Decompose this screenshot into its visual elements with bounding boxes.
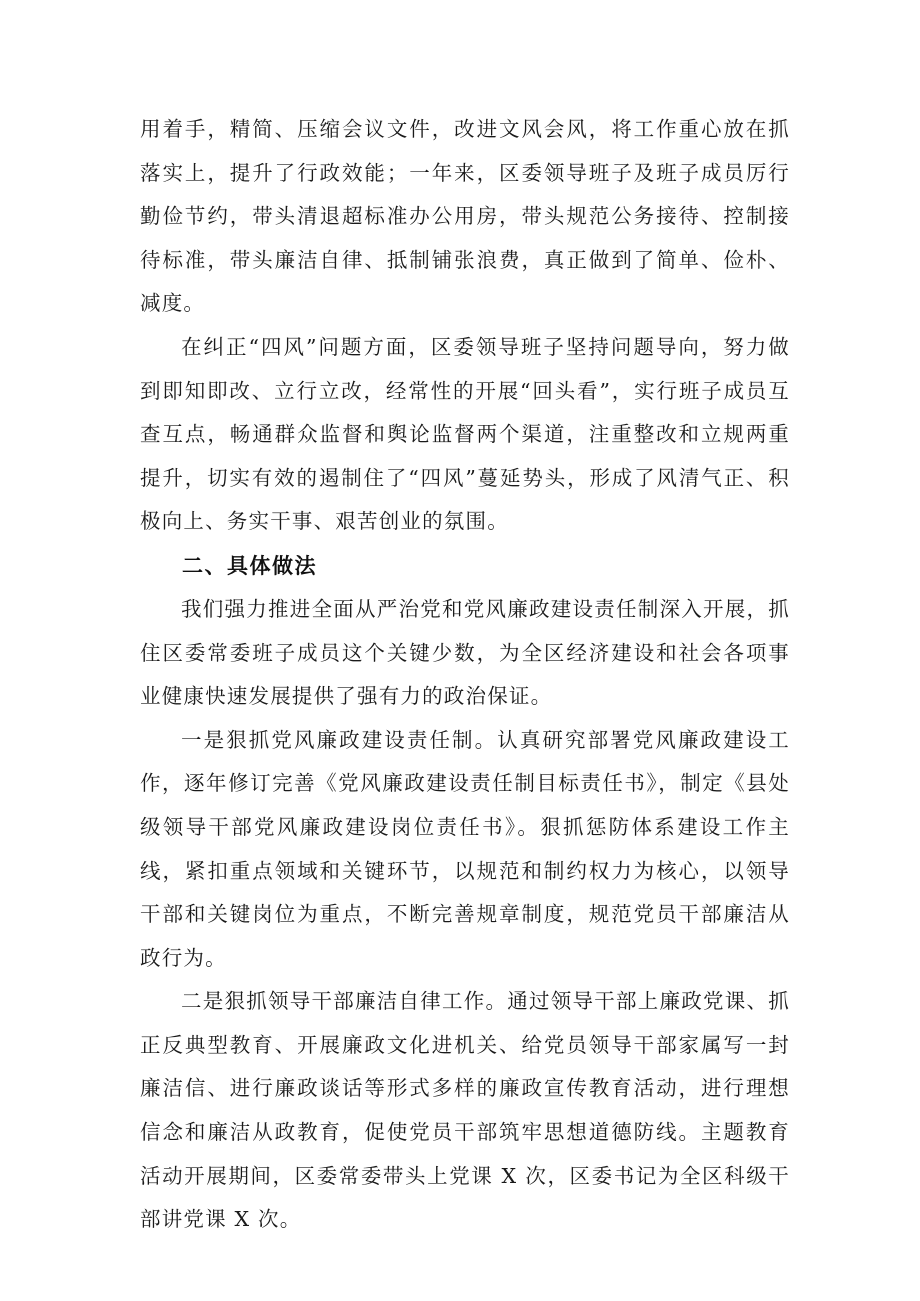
document-body xyxy=(140,108,790,1242)
paragraph-responsibility-system: 一是狠抓党风廉政建设责任制。认真研究部署党风廉政建设工作，逐年修订完善《党风廉政建设责任制目标责任书》，制定《县处级领导干部党风廉政建设岗位责任书》。狠抓惩防体系建设工作主线，紧扣重点领域和关键环节，以规范和制约权力为核心，以领导干部和关键岗位为重点，不断完善规章制度，规范党员干部廉洁从政行为。 xyxy=(140,727,790,970)
paragraph-continuation: 用着手，精简、压缩会议文件，改进文风会风，将工作重心放在抓落实上，提升了行政效能；一年来，区委领导班子及班子成员厉行勤俭节约，带头清退超标准办公用房，带头规范公务接待、控制接待标准，带头廉洁自律、抵制铺张浪费，真正做到了简单、俭朴、减度。 xyxy=(140,117,790,316)
section-heading: 二、具体做法 xyxy=(182,553,317,578)
paragraph-intro-practices: 我们强力推进全面从严治党和党风廉政建设责任制深入开展，抓住区委常委班子成员这个关键少数，为全区经济建设和社会各项事业健康快速发展提供了强有力的政治保证。 xyxy=(140,596,790,709)
paragraph-self-discipline: 二是狠抓领导干部廉洁自律工作。通过领导干部上廉政党课、抓正反典型教育、开展廉政文化进机关、给党员领导干部家属写一封廉洁信、进行廉政谈话等形式多样的廉政宣传教育活动，进行理想信念和廉洁从政教育，促使党员干部筑牢思想道德防线。主题教育活动开展期间，区委常委带头上党课 X 次，区委书记为全区科级干部讲党课 X 次。 xyxy=(140,989,790,1232)
paragraph-four-winds: 在纠正“四风”问题方面，区委领导班子坚持问题导向，努力做到即知即改、立行立改，经常性的开展“回头看”，实行班子成员互查互点，畅通群众监督和舆论监督两个渠道，注重整改和立规两重提升，切实有效的遏制住了“四风”蔓延势头，形成了风清气正、积极向上、务实干事、艰苦创业的氛围。 xyxy=(140,334,790,534)
